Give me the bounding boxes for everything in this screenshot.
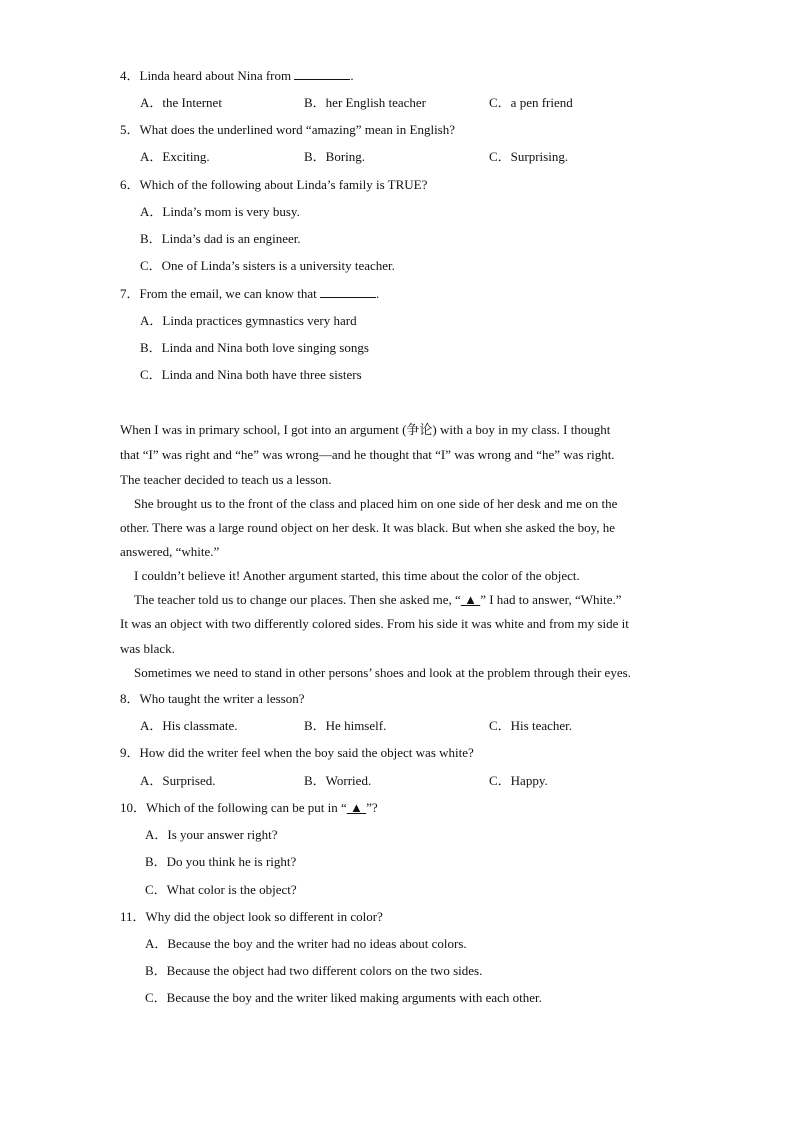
question-7-option-a: A．Linda practices gymnastics very hard (140, 313, 357, 328)
question-6-stem: 6．Which of the following about Linda’s family is TRUE? (120, 177, 428, 192)
question-6-option-a: A．Linda’s mom is very busy. (140, 204, 300, 219)
answer-blank (294, 68, 350, 80)
question-4-text: 4．Linda heard about Nina from (120, 68, 292, 83)
passage-line-7: I couldn’t believe it! Another argument started, this time about the color of the object. (134, 568, 580, 583)
question-8-stem: 8．Who taught the writer a lesson? (120, 691, 305, 706)
question-10-option-c: C．What color is the object? (145, 882, 297, 897)
question-5-stem: 5．What does the underlined word “amazing” mean in English? (120, 122, 456, 137)
question-4-option-c: C．a pen friend (489, 95, 573, 110)
question-6-option-b: B．Linda’s dad is an engineer. (140, 231, 301, 246)
passage-line-5: other. There was a large round object on her desk. It was black. But when she asked the boy, he (120, 520, 616, 535)
question-9-option-a: A．Surprised. (140, 773, 216, 788)
question-10-text-end: ”? (366, 800, 378, 815)
question-10-text: 10．Which of the following can be put in “ (120, 800, 347, 815)
passage-line-11: Sometimes we need to stand in other persons’ shoes and look at the problem through their eyes. (134, 665, 631, 680)
question-11-option-b: B．Because the object had two different colors on the two sides. (145, 963, 483, 978)
passage-line-4: She brought us to the front of the class and placed him on one side of her desk and me on the (134, 496, 618, 511)
period: . (376, 286, 380, 301)
question-5-option-a: A．Exciting. (140, 149, 210, 164)
question-4-stem (120, 68, 354, 84)
passage-line-6: answered, “white.” (120, 544, 220, 559)
passage-line-8-start: The teacher told us to change our places. Then she asked me, “ (134, 592, 461, 607)
period: . (350, 68, 354, 83)
passage-line-9: It was an object with two differently colored sides. From his side it was white and from my side it (120, 616, 629, 631)
question-6-option-c: C．One of Linda’s sisters is a university teacher. (140, 258, 395, 273)
question-11-stem: 11．Why did the object look so different in color? (120, 909, 383, 924)
question-7-text: 7．From the email, we can know that (120, 286, 317, 301)
question-9-stem: 9．How did the writer feel when the boy said the object was white? (120, 745, 474, 760)
passage-line-1: When I was in primary school, I got into an argument (争论) with a boy in my class. I thought (120, 422, 611, 437)
passage-line-10: was black. (120, 641, 175, 656)
passage-line-2: that “I” was right and “he” was wrong—and he thought that “I” was wrong and “he” was right. (120, 447, 615, 462)
question-10-option-a: A．Is your answer right? (145, 827, 278, 842)
question-5-option-c: C．Surprising. (489, 149, 569, 164)
question-9-option-b: B．Worried. (304, 773, 372, 788)
passage-line-8-end: ” I had to answer, “White.” (480, 592, 622, 607)
question-4-option-a: A．the Internet (140, 95, 222, 110)
passage-line-3: The teacher decided to teach us a lesson. (120, 472, 332, 487)
passage-line-8 (134, 592, 622, 608)
question-8-option-b: B．He himself. (304, 718, 387, 733)
question-8-option-a: A．His classmate. (140, 718, 238, 733)
question-11-option-a: A．Because the boy and the writer had no ideas about colors. (145, 936, 467, 951)
question-4-option-b: B．her English teacher (304, 95, 427, 110)
question-8-option-c: C．His teacher. (489, 718, 573, 733)
question-7-stem (120, 286, 379, 302)
question-7-option-c: C．Linda and Nina both have three sisters (140, 367, 362, 382)
question-5-option-b: B．Boring. (304, 149, 366, 164)
triangle-blank-marker: ▲ (460, 592, 481, 607)
question-10-option-b: B．Do you think he is right? (145, 854, 297, 869)
question-10-stem (120, 800, 378, 816)
question-7-option-b: B．Linda and Nina both love singing songs (140, 340, 369, 355)
question-9-option-c: C．Happy. (489, 773, 548, 788)
question-11-option-c: C．Because the boy and the writer liked making arguments with each other. (145, 990, 542, 1005)
triangle-blank-marker: ▲ (346, 800, 367, 815)
answer-blank (320, 286, 376, 298)
